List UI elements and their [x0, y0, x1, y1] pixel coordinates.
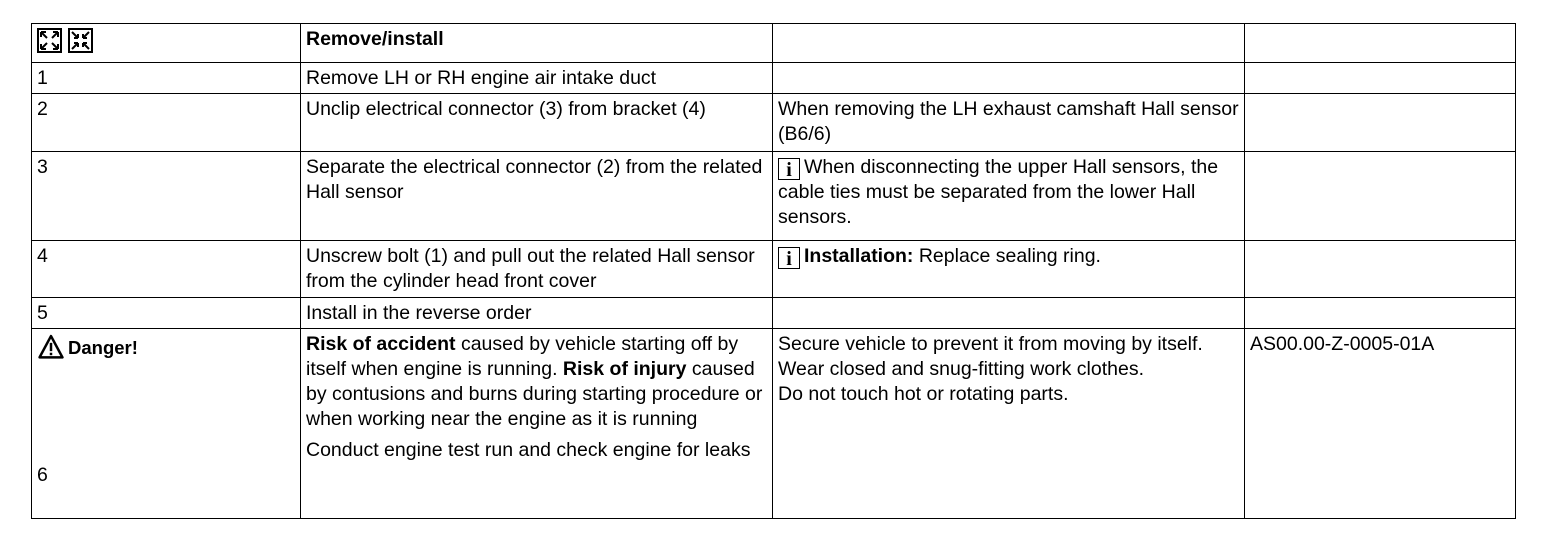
danger-cell [32, 329, 301, 519]
danger-description-cell [301, 329, 773, 519]
step-action: Separate the electrical connector (2) from the related Hall sensor [301, 152, 773, 241]
risk-injury-text: caused by contusions and burns during starting procedure or when working near the engine as it is running [306, 358, 763, 430]
danger-row [32, 329, 1516, 519]
risk-injury-label: Risk of injury [562, 358, 687, 380]
step-reference [1245, 94, 1516, 152]
risk-accident-text: caused by vehicle starting off by itself when engine is running. [306, 333, 739, 380]
header-icons-cell [32, 24, 301, 63]
header-empty-3 [773, 24, 1245, 63]
info-icon: i [778, 158, 800, 180]
warning-triangle-icon [37, 334, 65, 360]
danger-measures-cell [773, 329, 1245, 519]
step-note [773, 298, 1245, 329]
info-icon: i [778, 247, 800, 269]
step-6-action: Conduct engine test run and check engine for leaks [306, 439, 751, 461]
step-action: Install in the reverse order [301, 298, 773, 329]
step-action: Unclip electrical connector (3) from bracket (4) [301, 94, 773, 152]
danger-label: Danger! [68, 336, 138, 358]
danger-reference[interactable] [1245, 329, 1516, 519]
table-row [32, 298, 1516, 329]
table-row [32, 63, 1516, 94]
step-reference [1245, 63, 1516, 94]
danger-measure: Secure vehicle to prevent it from moving by itself. [778, 333, 1203, 355]
step-note [773, 63, 1245, 94]
table-row [32, 241, 1516, 298]
danger-measure: Do not touch hot or rotating parts. [778, 383, 1069, 405]
step-note [773, 241, 1245, 298]
step-number: 1 [32, 63, 301, 94]
table-row [32, 152, 1516, 241]
expand-arrows-icon [37, 28, 62, 53]
step-note-text: Replace sealing ring. [918, 245, 1101, 267]
step-reference [1245, 241, 1516, 298]
step-number-6: 6 [37, 464, 48, 486]
danger-reference-link[interactable]: AS00.00-Z-0005-01A [1250, 333, 1435, 355]
header-row [32, 24, 1516, 63]
step-number: 4 [32, 241, 301, 298]
risk-accident-label: Risk of accident [306, 333, 456, 355]
installation-label: Installation: [804, 245, 914, 267]
step-note-text: When disconnecting the upper Hall sensors, the cable ties must be separated from the lower Hall sensors. [778, 156, 1219, 228]
procedure-table [31, 23, 1516, 519]
step-number: 2 [32, 94, 301, 152]
header-empty-4 [1245, 24, 1516, 63]
step-note [773, 152, 1245, 241]
step-number: 3 [32, 152, 301, 241]
step-action: Remove LH or RH engine air intake duct [301, 63, 773, 94]
collapse-arrows-icon [68, 28, 93, 53]
step-number: 5 [32, 298, 301, 329]
table-row [32, 94, 1516, 152]
step-note: When removing the LH exhaust camshaft Hall sensor (B6/6) [773, 94, 1245, 152]
header-title: Remove/install [301, 24, 773, 63]
step-reference [1245, 152, 1516, 241]
danger-measure: Wear closed and snug-fitting work clothes. [778, 358, 1144, 380]
step-action: Unscrew bolt (1) and pull out the related Hall sensor from the cylinder head front cover [301, 241, 773, 298]
danger-description [306, 332, 767, 432]
step-reference [1245, 298, 1516, 329]
